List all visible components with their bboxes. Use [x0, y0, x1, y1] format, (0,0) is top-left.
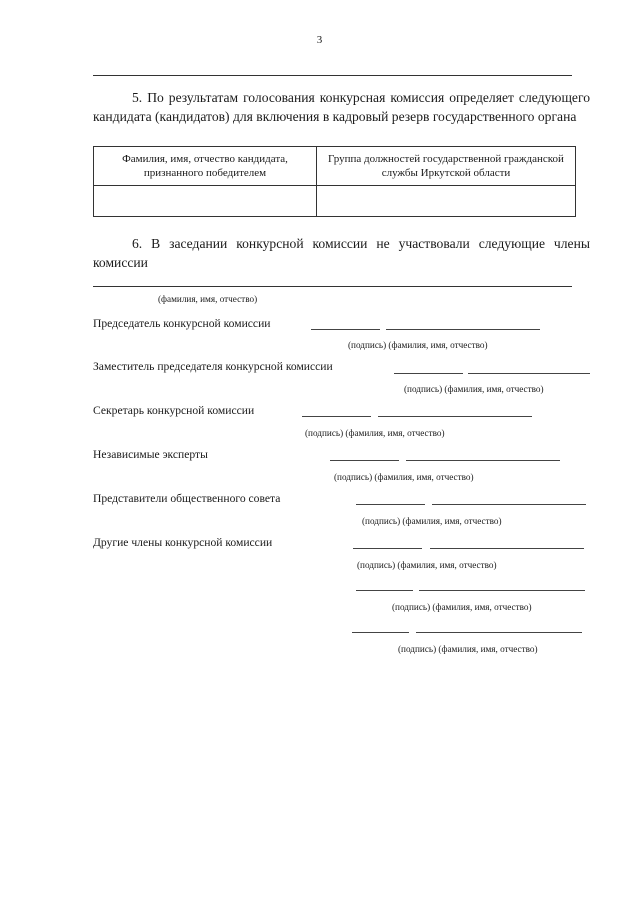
public-council-label: Представители общественного совета [93, 492, 281, 505]
secretary-name-line [378, 416, 532, 417]
experts-caption: (подпись) (фамилия, имя, отчество) [334, 472, 474, 482]
chairman-label: Председатель конкурсной комиссии [93, 317, 271, 330]
chairman-signature-line [311, 329, 380, 330]
table-header-position-group: Группа должностей государственной гражданской службы Иркутской области [317, 147, 576, 186]
table-row [94, 186, 576, 217]
public-council-caption: (подпись) (фамилия, имя, отчество) [362, 516, 502, 526]
deputy-caption: (подпись) (фамилия, имя, отчество) [404, 384, 544, 394]
experts-name-line [406, 460, 560, 461]
table-header-row [94, 147, 576, 186]
public-council-signature-line [356, 504, 425, 505]
deputy-signature-line [394, 373, 463, 374]
section-6-text: 6. В заседании конкурсной комиссии не участвовали следующие члены комиссии [93, 236, 590, 270]
other-member-2-name-line [419, 590, 585, 591]
other-member-1-name-line [430, 548, 584, 549]
secretary-label: Секретарь конкурсной комиссии [93, 404, 255, 417]
other-member-2-caption: (подпись) (фамилия, имя, отчество) [392, 602, 532, 612]
section-5-paragraph [93, 88, 590, 126]
absent-members-line [93, 286, 572, 287]
deputy-chairman-label: Заместитель председателя конкурсной комиссии [93, 360, 333, 373]
other-member-3-caption: (подпись) (фамилия, имя, отчество) [398, 644, 538, 654]
chairman-name-line [386, 329, 540, 330]
chairman-caption: (подпись) (фамилия, имя, отчество) [348, 340, 488, 350]
table-header-candidate-name: Фамилия, имя, отчество кандидата, признанного победителем [94, 147, 317, 186]
other-member-3-name-line [416, 632, 582, 633]
secretary-caption: (подпись) (фамилия, имя, отчество) [305, 428, 445, 438]
other-member-1-caption: (подпись) (фамилия, имя, отчество) [357, 560, 497, 570]
deputy-name-line [468, 373, 590, 374]
absent-members-caption: (фамилия, имя, отчество) [158, 294, 258, 304]
other-member-1-signature-line [353, 548, 422, 549]
other-member-3-signature-line [352, 632, 409, 633]
independent-experts-label: Независимые эксперты [93, 448, 208, 461]
top-rule [93, 75, 572, 76]
experts-signature-line [330, 460, 399, 461]
other-members-label: Другие члены конкурсной комиссии [93, 536, 273, 549]
secretary-signature-line [302, 416, 371, 417]
section-6-paragraph [93, 234, 590, 272]
section-5-text: 5. По результатам голосования конкурсная комиссия определяет следующего кандидата (кандидатов) для включения в кадровый резерв государственного органа [93, 90, 590, 124]
table-cell-position-group [317, 186, 576, 217]
other-member-2-signature-line [356, 590, 413, 591]
page-number: 3 [316, 34, 323, 46]
reserve-candidates-table [93, 146, 576, 217]
table-cell-candidate-name [94, 186, 317, 217]
public-council-name-line [432, 504, 586, 505]
